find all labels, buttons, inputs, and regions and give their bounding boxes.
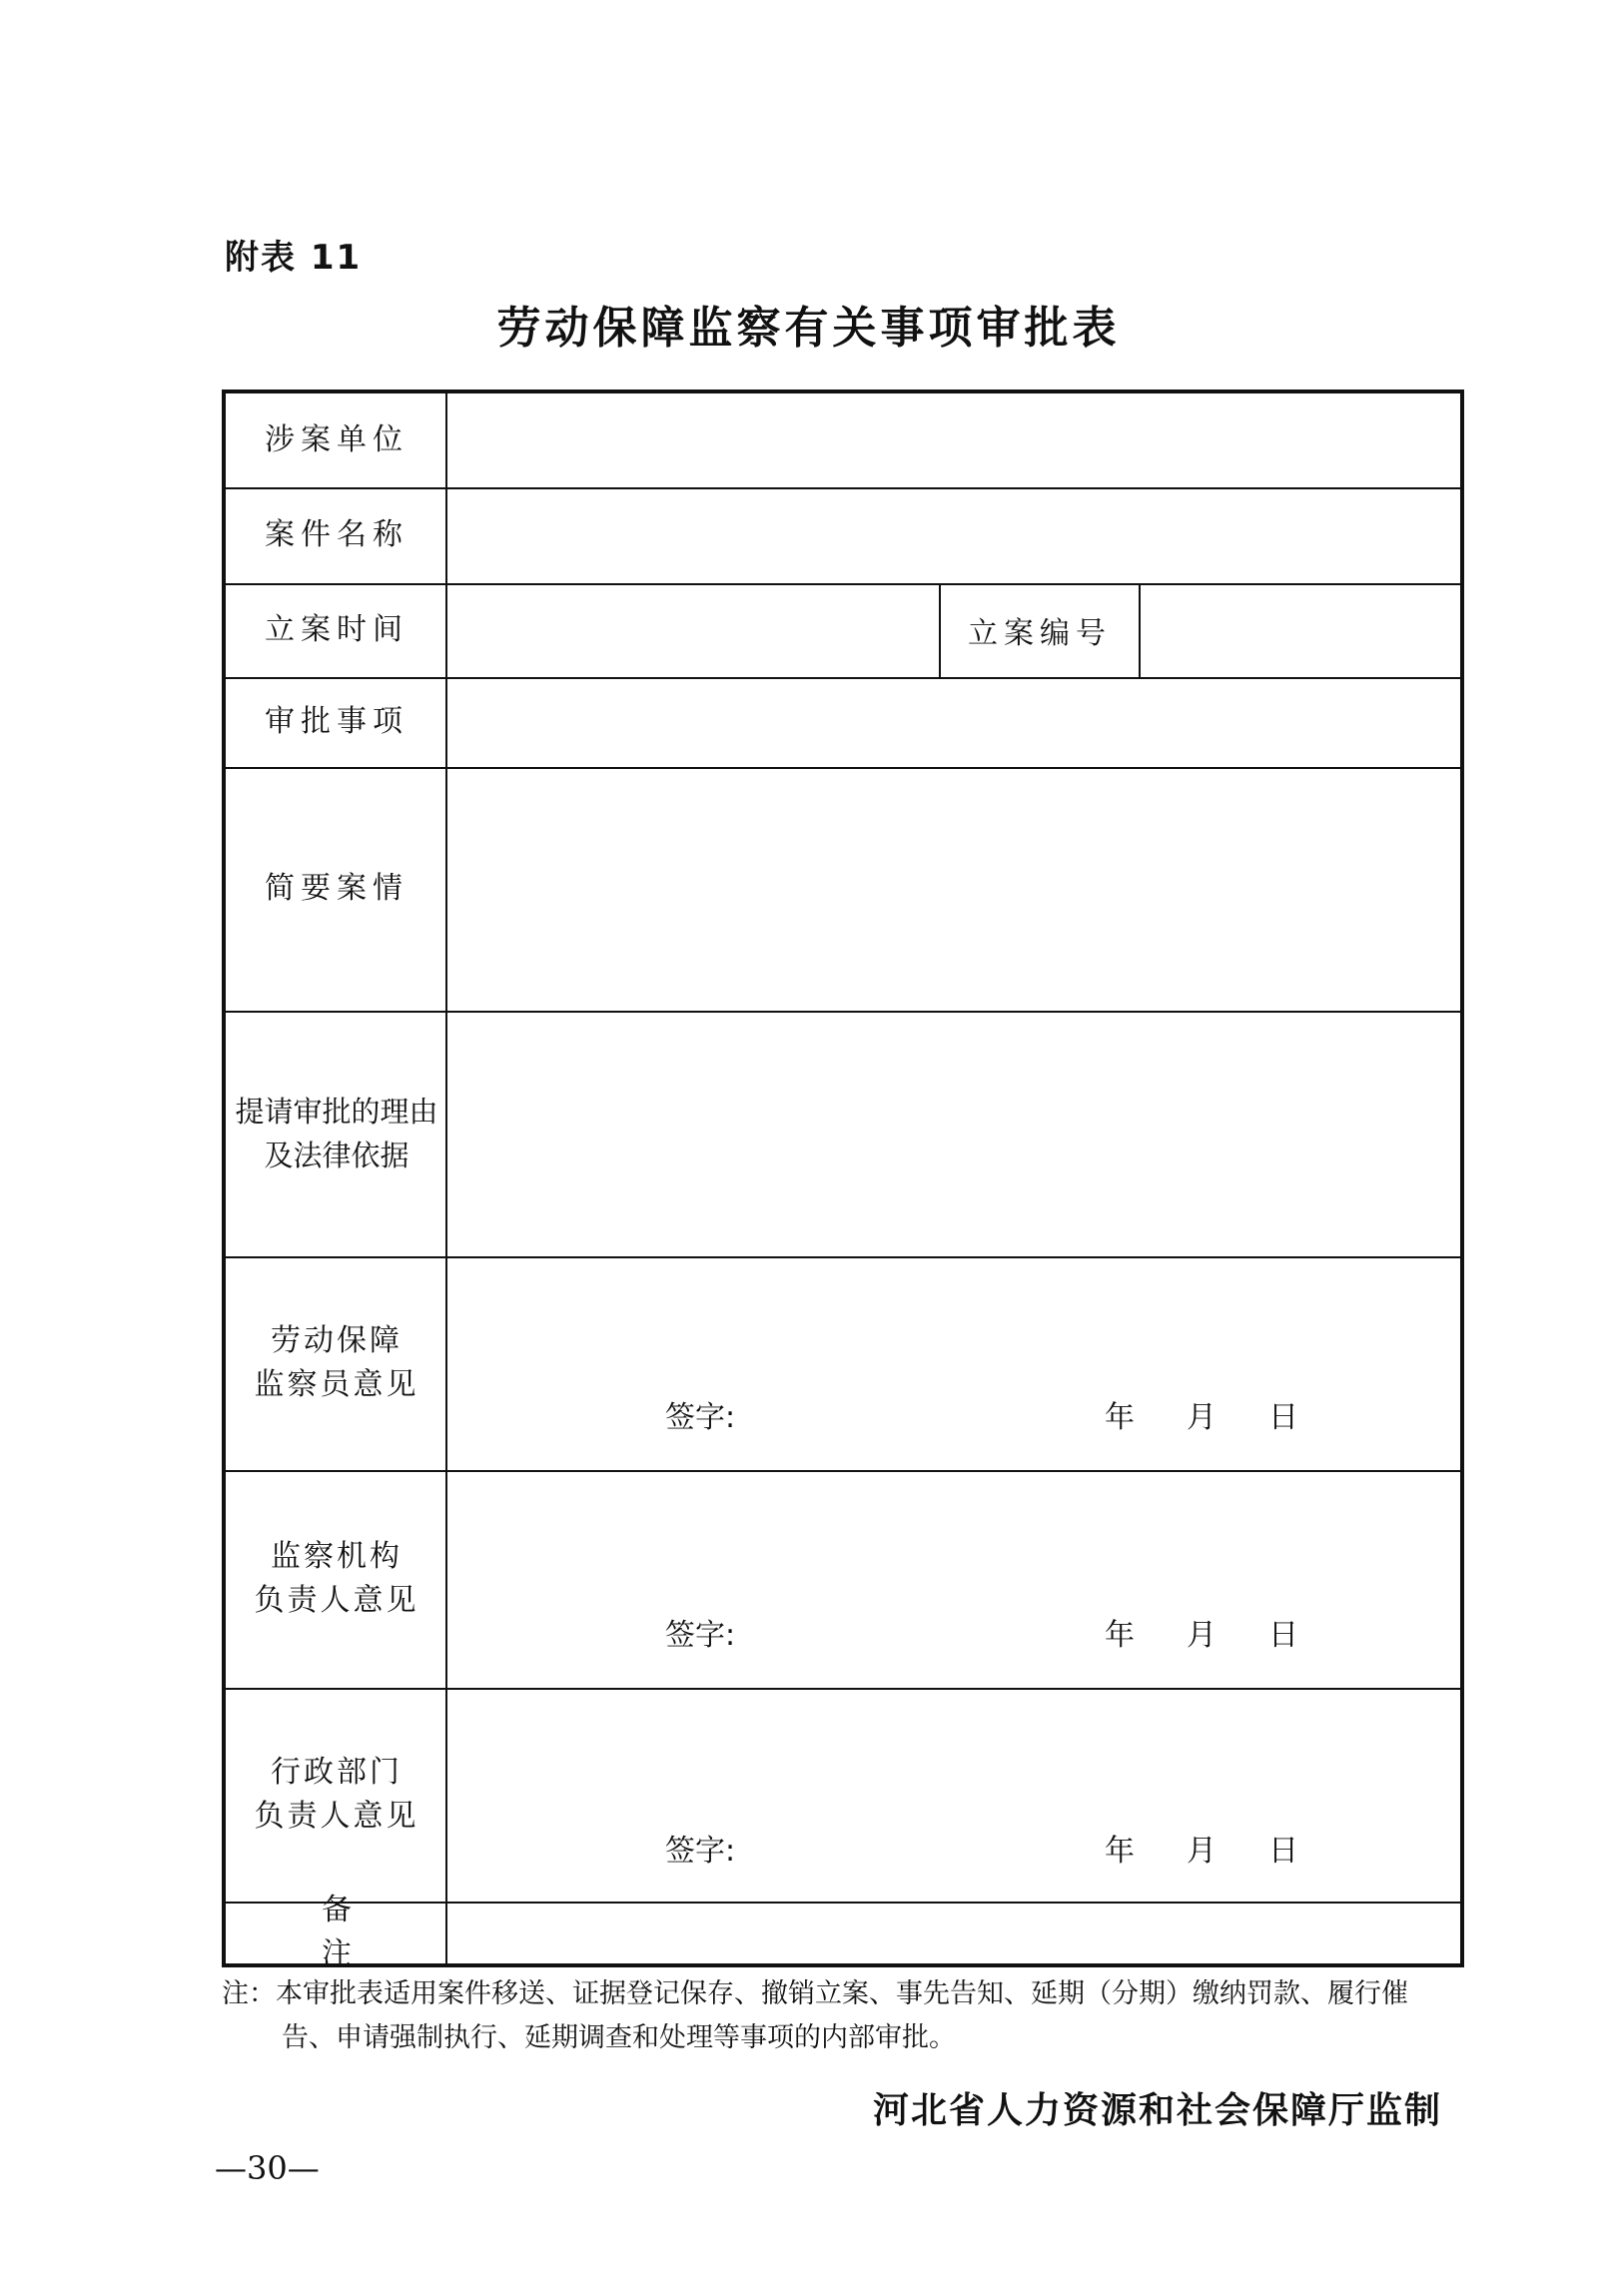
- case-number-right-divider: [1139, 583, 1141, 677]
- year-label: 年: [1105, 1834, 1135, 1869]
- department-head-opinion-label: [226, 1688, 447, 1902]
- reason-label-line2: 及法律依据: [264, 1139, 409, 1172]
- page-number: —30—: [215, 2149, 320, 2187]
- case-name-label: 案件名称: [265, 517, 408, 552]
- attachment-label: 附表 11: [225, 238, 363, 278]
- footnote: [222, 1972, 1470, 2060]
- agency-label-line1: 监察机构: [271, 1539, 403, 1574]
- inspector-opinion-label: [226, 1256, 447, 1470]
- agency-label-line2: 负责人意见: [254, 1583, 419, 1618]
- department-label-line2: 负责人意见: [254, 1799, 419, 1834]
- inspector-label-line2: 监察员意见: [254, 1367, 419, 1402]
- approval-form-table: [222, 389, 1464, 1971]
- footnote-line2: 告、申请强制执行、延期调查和处理等事项的内部审批。: [282, 2022, 956, 2053]
- case-summary-label: 简要案情: [265, 871, 408, 906]
- sign-label: 签字:: [665, 1834, 736, 1869]
- department-label-line1: 行政部门: [271, 1755, 403, 1790]
- involved-unit-label: 涉案单位: [265, 422, 408, 457]
- agency-head-opinion-label: [226, 1470, 447, 1688]
- inspector-label-line1: 劳动保障: [271, 1323, 403, 1358]
- reason-label-line1: 提请审批的理由: [235, 1095, 438, 1129]
- case-number-label: 立案编号: [968, 616, 1112, 651]
- year-label: 年: [1105, 1400, 1135, 1435]
- day-label: 日: [1268, 1400, 1298, 1435]
- document-title: 劳动保障监察有关事项审批表: [496, 303, 1121, 354]
- month-label: 月: [1187, 1400, 1216, 1435]
- sign-label: 签字:: [665, 1400, 736, 1435]
- month-label: 月: [1187, 1618, 1216, 1653]
- day-label: 日: [1268, 1618, 1298, 1653]
- issuer-text: 河北省人力资源和社会保障厅监制: [872, 2090, 1442, 2131]
- approval-item-label: 审批事项: [265, 704, 408, 739]
- sign-label: 签字:: [665, 1618, 736, 1653]
- day-label: 日: [1268, 1834, 1298, 1869]
- filing-time-label: 立案时间: [265, 612, 408, 647]
- year-label: 年: [1105, 1618, 1135, 1653]
- month-label: 月: [1187, 1834, 1216, 1869]
- reason-legal-basis-label: [226, 1011, 447, 1256]
- remarks-label: 备注: [322, 1893, 407, 1971]
- footnote-line1: 注：本审批表适用案件移送、证据登记保存、撤销立案、事先告知、延期（分期）缴纳罚款、履行催: [222, 1978, 1408, 2009]
